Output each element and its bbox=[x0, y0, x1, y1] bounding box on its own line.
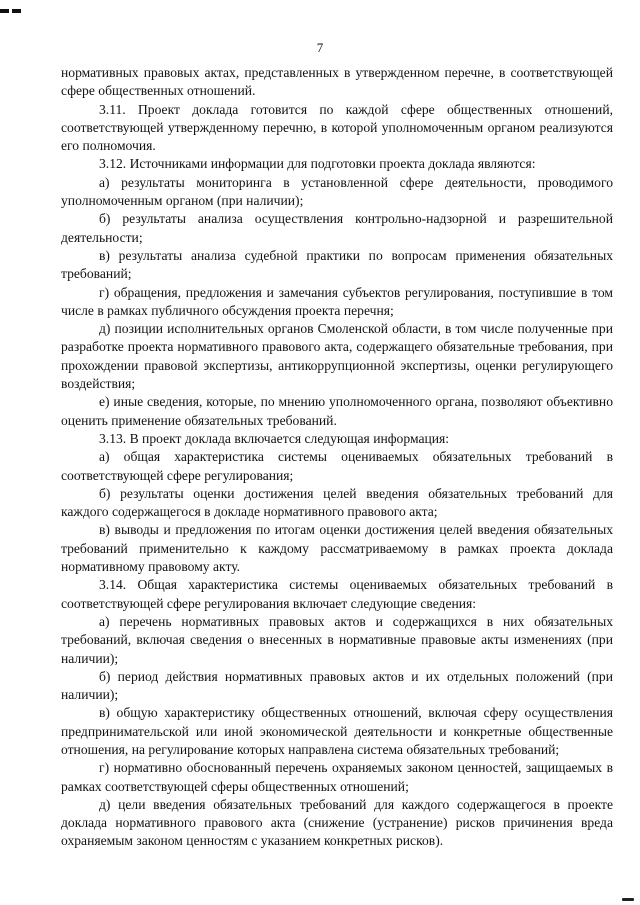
document-body bbox=[61, 64, 613, 851]
document-paragraph: а) перечень нормативных правовых актов и содержащихся в них обязательных требований, включая сведения о внесенных в нормативные правовые акты изменениях (при наличии); bbox=[61, 613, 613, 666]
document-paragraph: г) обращения, предложения и замечания субъектов регулирования, поступившие в том числе в рамках публичного обсуждения проекта перечня; bbox=[61, 284, 613, 318]
document-paragraph: 3.11. Проект доклада готовится по каждой сфере общественных отношений, соответствующей утвержденному перечню, в которой уполномоченным органом реализуются его полномочия. bbox=[61, 101, 613, 154]
document-paragraph: е) иные сведения, которые, по мнению уполномоченного органа, позволяют объективно оценить применение обязательных требований. bbox=[61, 394, 613, 428]
document-paragraph: а) общая характеристика системы оцениваемых обязательных требований в соответствующей сфере регулирования; bbox=[61, 449, 613, 483]
document-paragraph: а) результаты мониторинга в установленной сфере деятельности, проводимого уполномоченным органом (при наличии); bbox=[61, 174, 613, 209]
document-paragraph: д) позиции исполнительных органов Смоленской области, в том числе полученные при разработке проекта нормативного правового акта, содержащего обязательные требования, при прохождении правовой экспертизы, антикоррупционной экспертизы, оценки регулирующего воздействия; bbox=[61, 321, 613, 392]
document-paragraph: б) период действия нормативных правовых актов и их отдельных положений (при наличии); bbox=[61, 668, 613, 703]
document-paragraph: в) выводы и предложения по итогам оценки достижения целей введения обязательных требований применительно к каждому рассматриваемому в рамках проекта доклада нормативному правовому акту. bbox=[61, 522, 613, 575]
document-paragraph: в) результаты анализа судебной практики по вопросам применения обязательных требований; bbox=[61, 247, 613, 282]
document-paragraph: в) общую характеристику общественных отношений, включая сферу осуществления предпринимательской или иной экономической деятельности и конкретные общественные отношения, на регулирование которых направлена система обязательных требований; bbox=[61, 705, 613, 757]
document-paragraph: б) результаты анализа осуществления контрольно-надзорной и разрешительной деятельности; bbox=[61, 211, 613, 245]
document-paragraph: д) цели введения обязательных требований для каждого содержащегося в проекте доклада нормативного правового акта (снижение (устранение) рисков причинения вреда охраняемым законом ценностям с указанием конкретных рисков). bbox=[61, 796, 613, 849]
page-number: 7 bbox=[316, 40, 324, 55]
document-paragraph: 3.13. В проект доклада включается следующая информация: bbox=[99, 430, 450, 446]
document-paragraph: 3.12. Источниками информации для подготовки проекта доклада являются: bbox=[99, 156, 536, 172]
document-paragraph: г) нормативно обоснованный перечень охраняемых законом ценностей, защищаемых в рамках соответствующей сферы общественных отношений; bbox=[61, 760, 613, 794]
document-paragraph: б) результаты оценки достижения целей введения обязательных требований для каждого содержащегося в докладе нормативного правового акта; bbox=[61, 485, 613, 520]
document-paragraph: 3.14. Общая характеристика системы оцениваемых обязательных требований в соответствующей сфере регулирования включает следующие сведения: bbox=[61, 577, 613, 611]
scan-artifact bbox=[622, 898, 634, 901]
document-paragraph: нормативных правовых актах, представленных в утвержденном перечне, в соответствующей сфере общественных отношений. bbox=[61, 65, 613, 99]
scan-corner-mark bbox=[0, 0, 30, 5]
